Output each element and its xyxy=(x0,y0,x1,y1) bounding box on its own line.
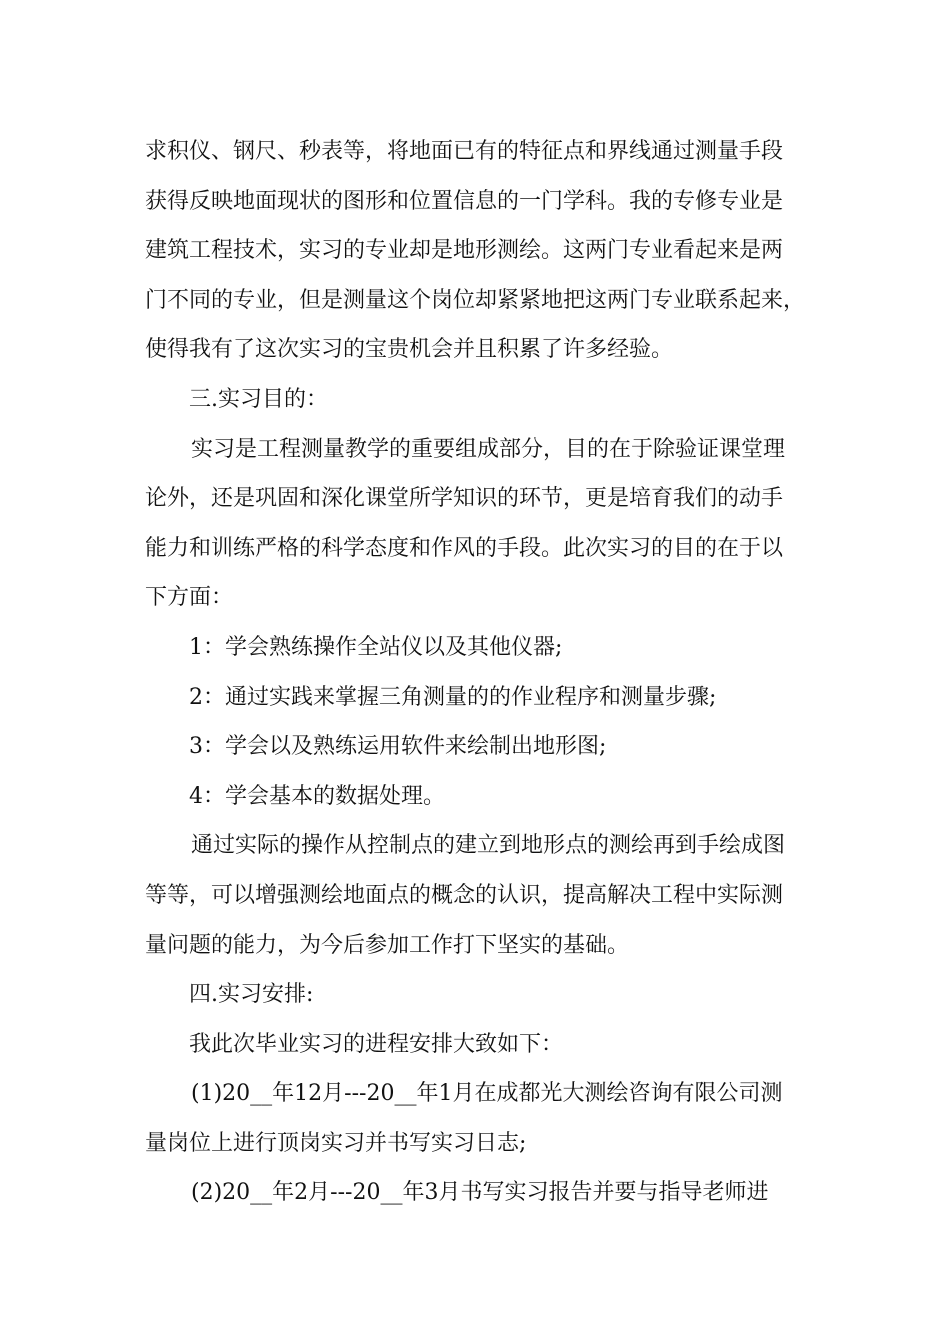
section-heading-purpose: 三.实习目的： xyxy=(189,386,328,412)
text-line: 获得反映地面现状的图形和位置信息的一门学科。我的专修专业是 xyxy=(145,188,784,214)
purpose-list xyxy=(145,623,815,821)
text-line: 门不同的专业，但是测量这个岗位却紧紧地把这两门专业联系起来， xyxy=(145,287,806,313)
text-line: 使得我有了这次实习的宝贵机会并且积累了许多经验。 xyxy=(145,337,674,363)
text-line: 量问题的能力，为今后参加工作打下坚实的基础。 xyxy=(145,932,630,958)
text-line: 能力和训练严格的科学态度和作风的手段。此次实习的目的在于以 xyxy=(145,535,784,561)
paragraph-intro xyxy=(145,127,815,375)
text-line: (1)20__年12月---20__年1月在成都光大测绘咨询有限公司测 xyxy=(191,1081,783,1107)
text-line: (2)20__年2月---20__年3月书写实习报告并要与指导老师进 xyxy=(191,1180,769,1206)
document-body xyxy=(145,127,815,1218)
text-line: 通过实际的操作从控制点的建立到地形点的测绘再到手绘成图 xyxy=(191,833,786,859)
text-line: 量岗位上进行顶岗实习并书写实习日志; xyxy=(145,1130,527,1156)
text-line: 求积仪、钢尺、秒表等，将地面已有的特征点和界线通过测量手段 xyxy=(145,139,784,164)
paragraph-practice xyxy=(145,821,815,970)
text-line: 建筑工程技术，实习的专业却是地形测绘。这两门专业看起来是两 xyxy=(145,238,784,264)
paragraph-purpose xyxy=(145,425,815,623)
arrangement-intro: 我此次毕业实习的进程安排大致如下： xyxy=(189,1031,564,1057)
text-line: 论外，还是巩固和深化课堂所学知识的环节，更是培育我们的动手 xyxy=(145,486,784,512)
list-item: 4：学会基本的数据处理。 xyxy=(189,783,445,809)
text-line: 等等，可以增强测绘地面点的概念的认识，提高解决工程中实际测 xyxy=(145,882,784,908)
list-item: 3：学会以及熟练运用软件来绘制出地形图; xyxy=(189,734,607,760)
text-line: 实习是工程测量教学的重要组成部分，目的在于除验证课堂理 xyxy=(191,436,786,462)
text-line: 下方面： xyxy=(145,585,234,611)
section-heading-arrangement: 四.实习安排: xyxy=(189,982,314,1008)
arrangement-item-1 xyxy=(145,1069,815,1168)
list-item: 1：学会熟练操作全站仪以及其他仪器; xyxy=(189,634,563,660)
arrangement-item-2 xyxy=(145,1168,815,1218)
list-item: 2：通过实践来掌握三角测量的的作业程序和测量步骤; xyxy=(189,684,717,710)
